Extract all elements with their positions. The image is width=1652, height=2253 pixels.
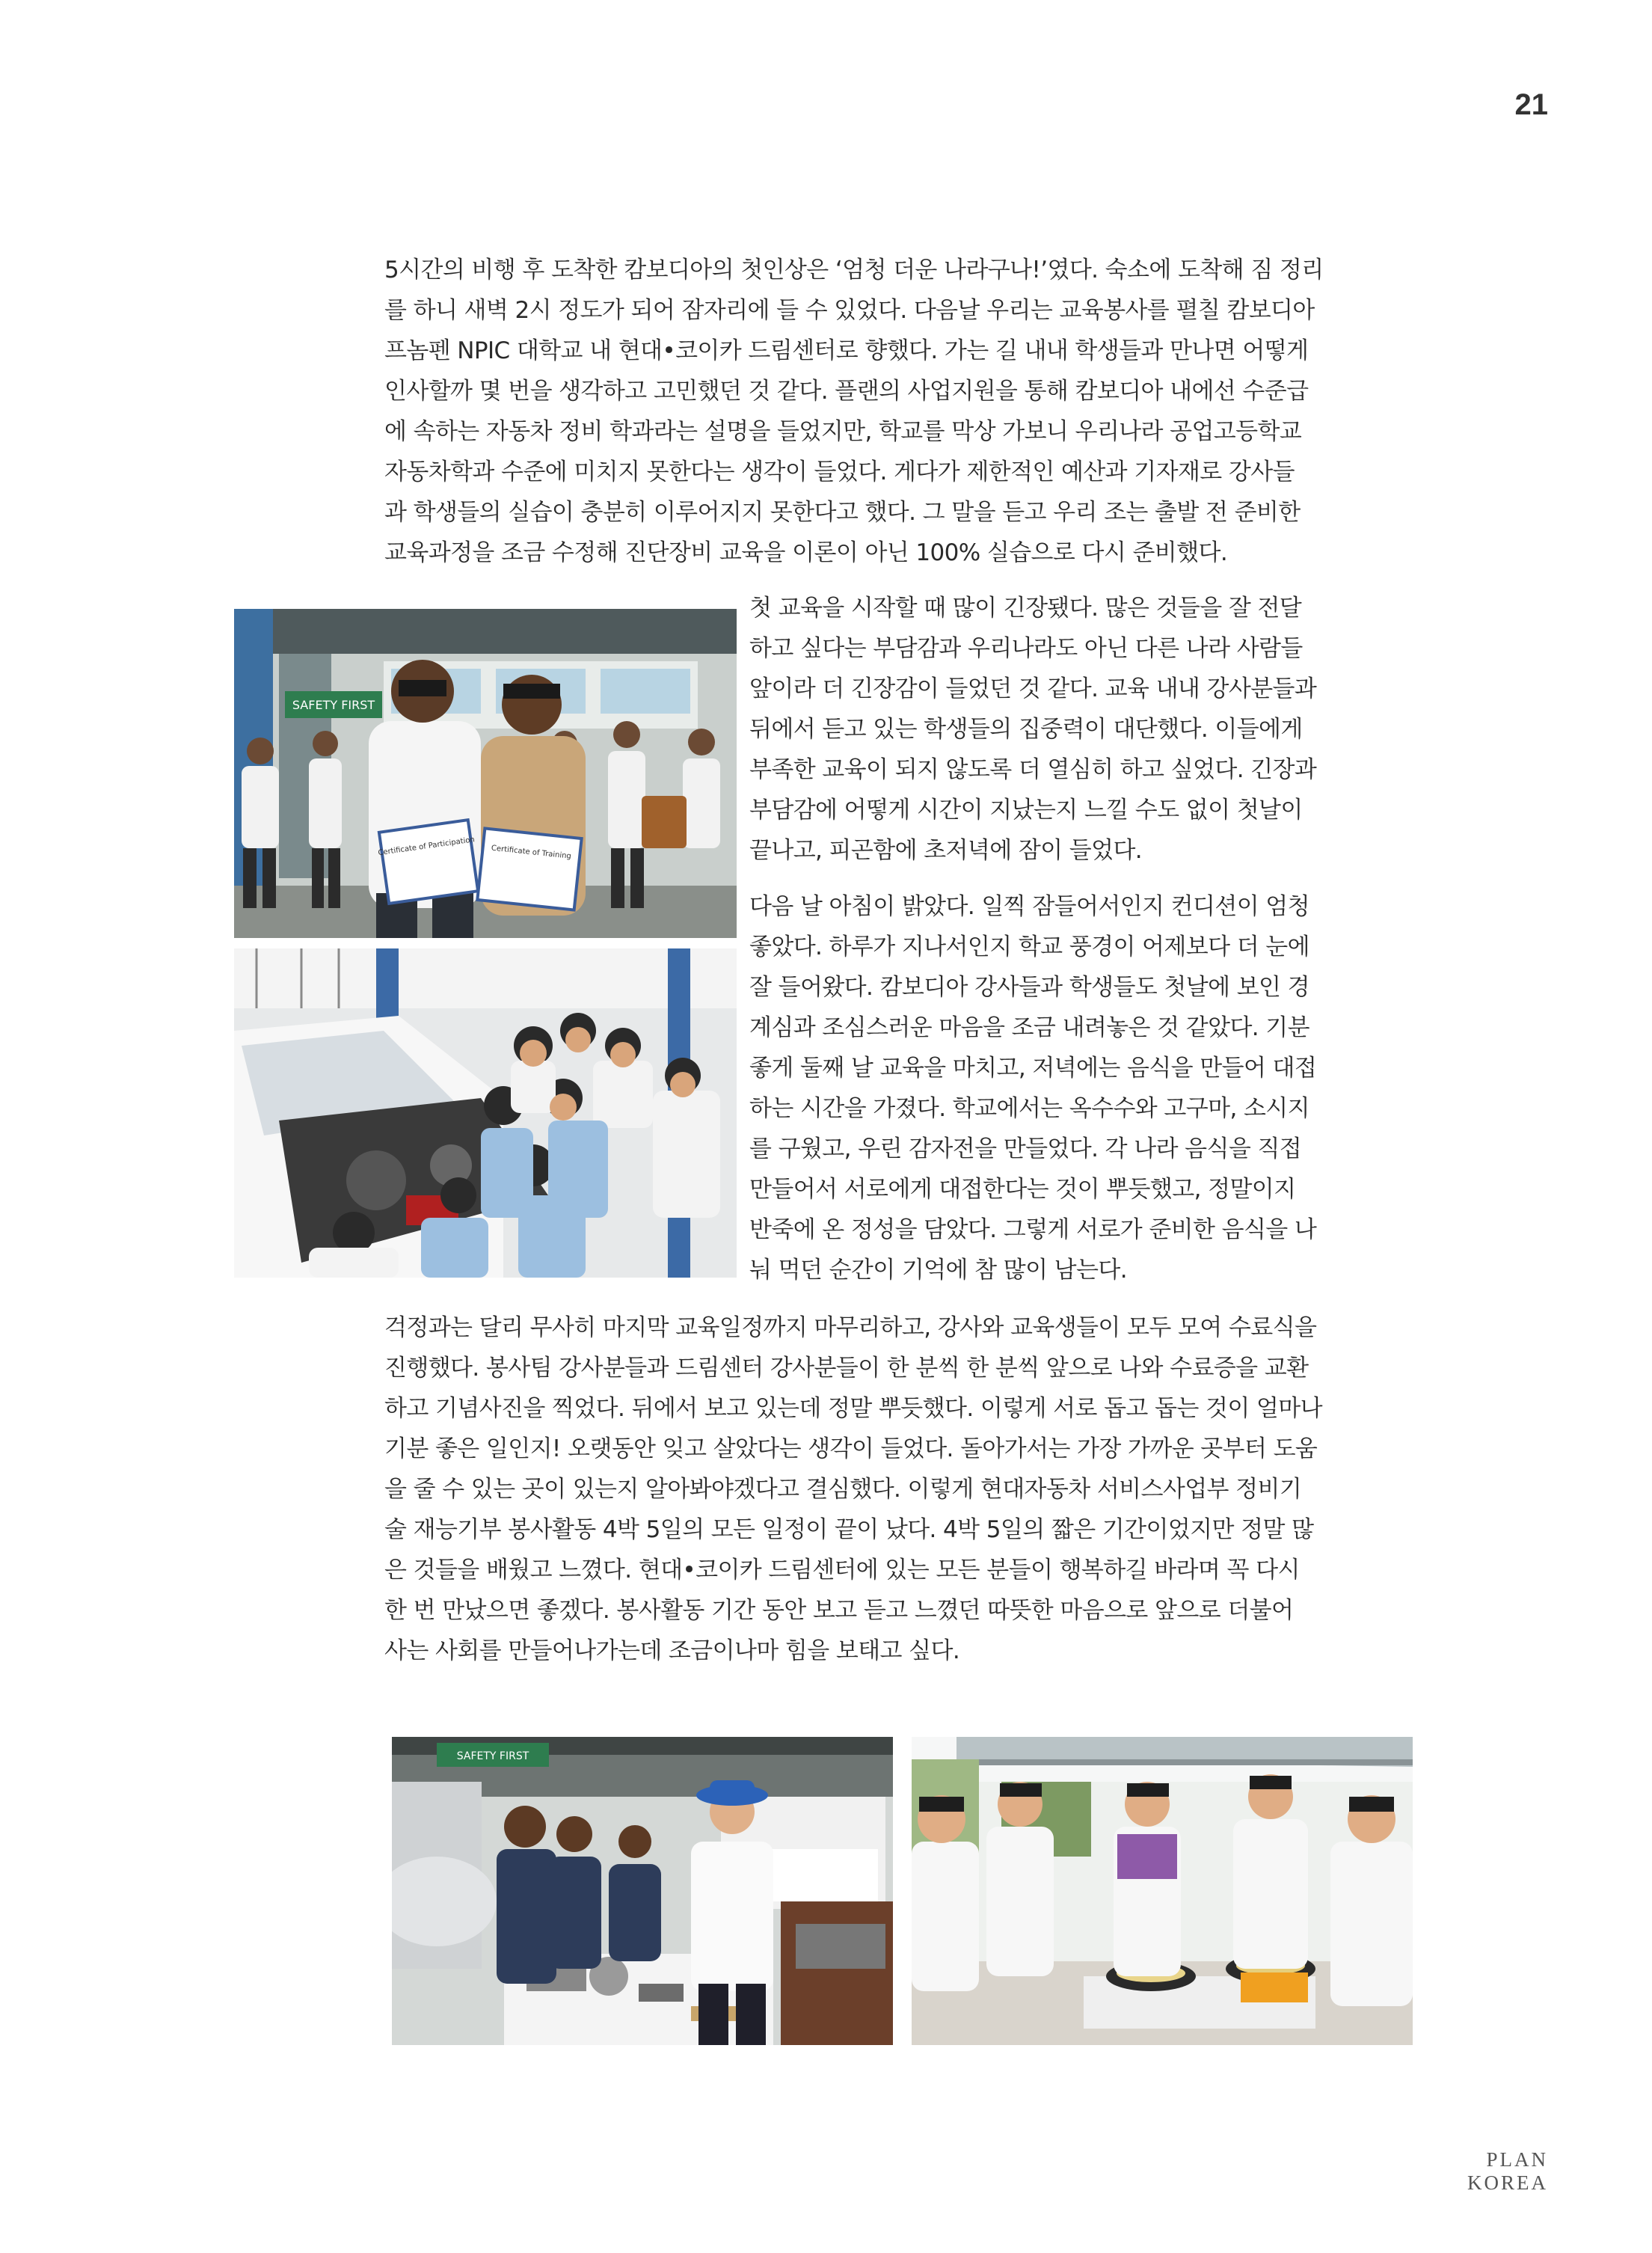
text-line: 잘 들어왔다. 캄보디아 강사들과 학생들도 첫날에 보인 경	[749, 974, 1309, 1001]
photo-parts-workshop	[392, 1737, 893, 2045]
paragraph-intro	[384, 250, 1342, 573]
text-line: 과 학생들의 실습이 충분히 이루어지지 못한다고 했다. 그 말을 듣고 우리 조는 출발 전 준비한	[384, 499, 1301, 526]
text-line: 첫 교육을 시작할 때 많이 긴장됐다. 많은 것들을 잘 전달	[749, 595, 1302, 622]
text-line: 다음 날 아침이 밝았다. 일찍 잠들어서인지 컨디션이 엄청	[749, 893, 1309, 920]
text-line: 5시간의 비행 후 도착한 캄보디아의 첫인상은 ‘엄청 더운 나라구나!’였다. 숙소에 도착해 짐 정리	[384, 257, 1324, 283]
text-line: 끝나고, 피곤함에 초저녁에 잠이 들었다.	[749, 837, 1143, 864]
text-line: 진행했다. 봉사팀 강사분들과 드림센터 강사분들이 한 분씩 한 분씩 앞으로 나와 수료증을 교환	[384, 1355, 1309, 1382]
text-line: 걱정과는 달리 무사히 마지막 교육일정까지 마무리하고, 강사와 교육생들이 모두 모여 수료식을	[384, 1314, 1317, 1341]
text-line: 프놈펜 NPIC 대학교 내 현대•코이카 드림센터로 향했다. 가는 길 내내 학생들과 만나면 어떻게	[384, 337, 1309, 364]
text-line: 하는 시간을 가졌다. 학교에서는 옥수수와 고구마, 소시지	[749, 1095, 1309, 1122]
certificate-right-title: Certificate of Training	[491, 844, 572, 861]
paragraph-first-day	[749, 588, 1342, 871]
photo-cooking	[912, 1737, 1413, 2045]
brand-footer: PLAN KOREA	[1467, 2148, 1548, 2194]
text-line: 하고 기념사진을 찍었다. 뒤에서 보고 있는데 정말 뿌듯했다. 이렇게 서로 돕고 돕는 것이 얼마나	[384, 1395, 1322, 1422]
text-line: 을 줄 수 있는 곳이 있는지 알아봐야겠다고 결심했다. 이렇게 현대자동차 서비스사업부 정비기	[384, 1476, 1302, 1503]
text-line: 기분 좋은 일인지! 오랫동안 잊고 살았다는 생각이 들었다. 돌아가서는 가장 가까운 곳부터 도움	[384, 1435, 1318, 1462]
photo-certificate-ceremony	[234, 609, 737, 938]
text-line: 좋게 둘째 날 교육을 마치고, 저녁에는 음식을 만들어 대접	[749, 1055, 1317, 1082]
text-line: 를 하니 새벽 2시 정도가 되어 잠자리에 들 수 있었다. 다음날 우리는 교육봉사를 펼칠 캄보디아	[384, 297, 1315, 324]
text-line: 눠 먹던 순간이 기억에 참 많이 남는다.	[749, 1257, 1127, 1284]
paragraph-second-day	[749, 886, 1342, 1290]
text-line: 한 번 만났으면 좋겠다. 봉사활동 기간 동안 보고 듣고 느꼈던 따뜻한 마음으로 앞으로 더불어	[384, 1597, 1294, 1624]
text-line: 에 속하는 자동차 정비 학과라는 설명을 들었지만, 학교를 막상 가보니 우리나라 공업고등학교	[384, 418, 1302, 445]
text-line: 를 구웠고, 우린 감자전을 만들었다. 각 나라 음식을 직접	[749, 1135, 1302, 1162]
text-line: 계심과 조심스러운 마음을 조금 내려놓은 것 같았다. 기분	[749, 1014, 1309, 1041]
text-line: 자동차학과 수준에 미치지 못한다는 생각이 들었다. 게다가 제한적인 예산과 기자재로 강사들	[384, 459, 1295, 485]
workshop-sign-text: SAFETY FIRST	[456, 1750, 529, 1762]
paragraph-closing	[384, 1308, 1342, 1671]
text-line: 부담감에 어떻게 시간이 지났는지 느낄 수도 없이 첫날이	[749, 797, 1303, 824]
text-line: 은 것들을 배웠고 느꼈다. 현대•코이카 드림센터에 있는 모든 분들이 행복하길 바라며 꼭 다시	[384, 1557, 1300, 1584]
text-line: 뒤에서 듣고 있는 학생들의 집중력이 대단했다. 이들에게	[749, 716, 1303, 743]
safety-sign-text: SAFETY FIRST	[292, 698, 375, 712]
certificate-left-title: Certificate of Participation	[377, 836, 476, 858]
photo-engine-training	[234, 948, 737, 1278]
text-line: 앞이라 더 긴장감이 들었던 것 같다. 교육 내내 강사분들과	[749, 675, 1317, 702]
page-number: 21	[1514, 88, 1548, 121]
text-line: 하고 싶다는 부담감과 우리나라도 아닌 다른 나라 사람들	[749, 635, 1303, 662]
text-line: 부족한 교육이 되지 않도록 더 열심히 하고 싶었다. 긴장과	[749, 756, 1317, 783]
text-line: 만들어서 서로에게 대접한다는 것이 뿌듯했고, 정말이지	[749, 1176, 1296, 1203]
text-line: 반죽에 온 정성을 담았다. 그렇게 서로가 준비한 음식을 나	[749, 1216, 1317, 1243]
text-line: 인사할까 몇 번을 생각하고 고민했던 것 같다. 플랜의 사업지원을 통해 캄보디아 내에선 수준급	[384, 378, 1309, 405]
text-line: 교육과정을 조금 수정해 진단장비 교육을 이론이 아닌 100% 실습으로 다시 준비했다.	[384, 539, 1228, 566]
text-line: 사는 사회를 만들어나가는데 조금이나마 힘을 보태고 싶다.	[384, 1637, 960, 1664]
text-line: 술 재능기부 봉사활동 4박 5일의 모든 일정이 끝이 났다. 4박 5일의 짧은 기간이었지만 정말 많	[384, 1516, 1314, 1543]
text-line: 좋았다. 하루가 지나서인지 학교 풍경이 어제보다 더 눈에	[749, 934, 1309, 960]
